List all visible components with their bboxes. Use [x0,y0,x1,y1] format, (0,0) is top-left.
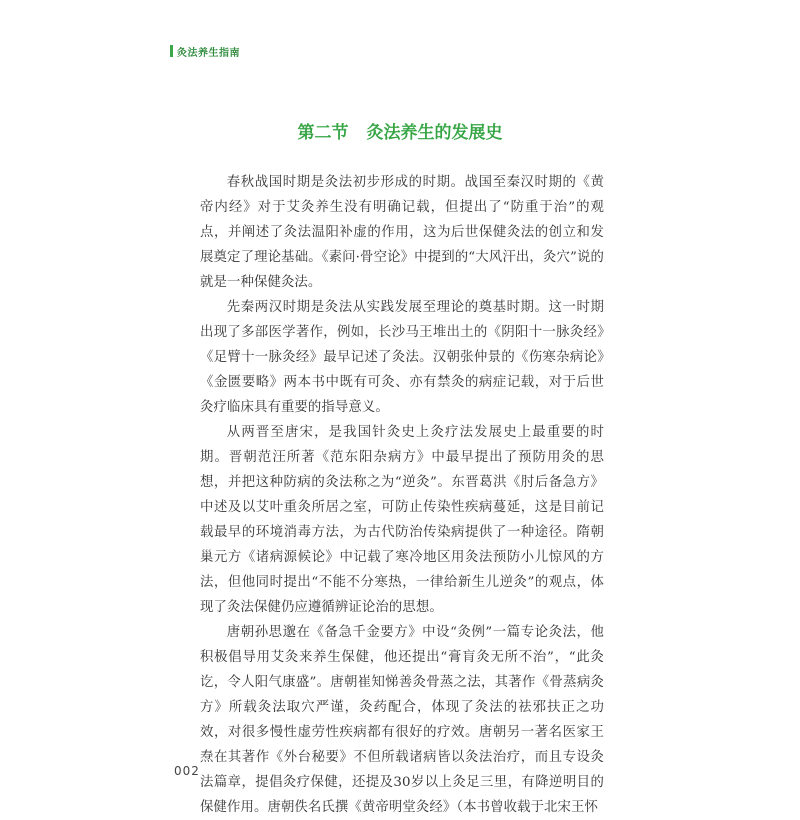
section-heading [0,118,800,143]
paragraph-4: 唐朝孙思邈在《备急千金要方》中设“灸例”一篇专论灸法，他积极倡导用艾灸来养生保健，他还提出“膏肓灸无所不治”，“此灸讫，令人阳气康盛”。唐朝崔知悌善灸骨蒸之法，其著作《骨蒸病灸方》所载灸法取穴严谨，灸药配合，体现了灸法的祛邪扶正之功效，对很多慢性虚劳性疾病都有很好的疗效。唐朝另一著名医家王焘在其著作《外台秘要》不但所载诸病皆以灸法治疗，而且专设灸法篇章，提倡灸疗保健，还提及30岁以上灸足三里，有降逆明目的保健作用。唐朝佚名氏撰《黄帝明堂灸经》（本书曾收载于北宋王怀 [200,625,604,815]
paragraph-1: 春秋战国时期是灸法初步形成的时期。战国至秦汉时期的《黄帝内经》对于艾灸养生没有明确记载，但提出了“防重于治”的观点，并阐述了灸法温阳补虚的作用，这为后世保健灸法的创立和发展奠定了理论基础。《素问·骨空论》中提到的“大风汗出，灸穴”说的就是一种保健灸法。 [200,175,604,290]
running-title: 灸法养生指南 [177,47,240,59]
header-accent-bar [170,45,173,57]
running-header [170,44,240,58]
paragraph-3: 从两晋至唐宋，是我国针灸史上灸疗法发展史上最重要的时期。晋朝范汪所著《范东阳杂病方》中最早提出了预防用灸的思想，并把这种防病的灸法称之为“逆灸”。东晋葛洪《肘后备急方》中述及以艾叶重灸所居之室，可防止传染性疾病蔓延，这是目前记载最早的环境消毒方法，为古代防治传染病提供了一种途径。隋朝巢元方《诸病源候论》中记载了寒冷地区用灸法预防小儿惊风的方法，但他同时提出“不能不分寒热，一律给新生儿逆灸”的观点，体现了灸法保健仍应遵循辨证论治的思想。 [200,425,604,615]
section-title: 灸法养生的发展史 [366,123,503,143]
section-number: 第二节 [297,123,349,143]
body-text [200,170,604,820]
paragraph-2: 先秦两汉时期是灸法从实践发展至理论的奠基时期。这一时期出现了多部医学著作，例如，长沙马王堆出土的《阴阳十一脉灸经》《足臂十一脉灸经》最早记述了灸法。汉朝张仲景的《伤寒杂病论》《金匮要略》两本书中既有可灸、亦有禁灸的病症记载，对于后世灸疗临床具有重要的指导意义。 [200,300,604,415]
page-number: 002 [174,764,200,778]
